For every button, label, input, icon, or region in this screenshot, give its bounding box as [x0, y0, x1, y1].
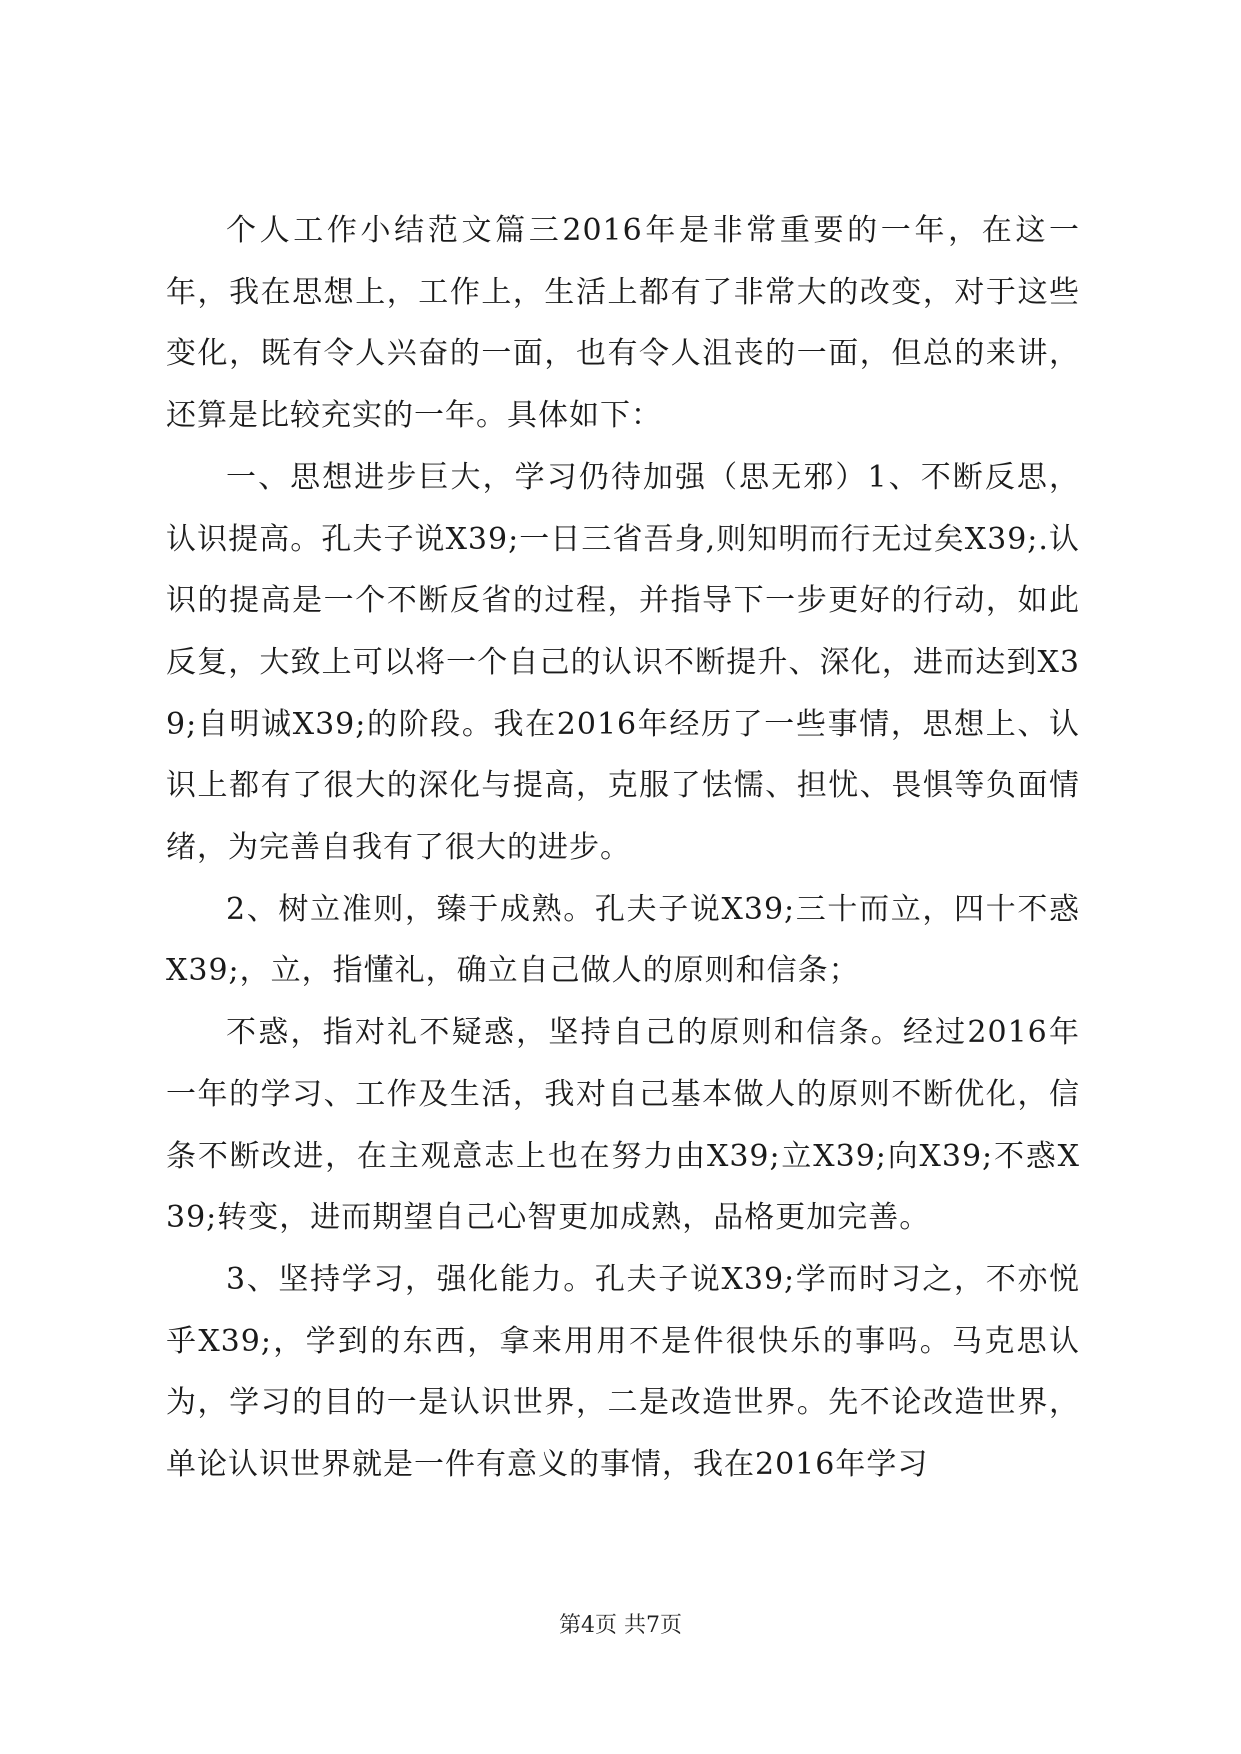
paragraph-1: 个人工作小结范文篇三2016年是非常重要的一年，在这一年，我在思想上，工作上，生活上都有了非常大的改变，对于这些变化，既有令人兴奋的一面，也有令人沮丧的一面，但总的来讲，还算是比较充实的一年。具体如下：	[166, 213, 1080, 434]
page-number-footer: 第4页 共7页	[559, 1613, 682, 1638]
document-body	[166, 200, 1080, 1496]
paragraph-3: 2、树立准则，臻于成熟。孔夫子说X39;三十而立，四十不惑X39;，立，指懂礼，确立自己做人的原则和信条；	[166, 891, 1080, 989]
paragraph-4: 不惑，指对礼不疑惑，坚持自己的原则和信条。经过2016年一年的学习、工作及生活，我对自己基本做人的原则不断优化，信条不断改进，在主观意志上也在努力由X39;立X39;向X39;不惑X39;转变，进而期望自己心智更加成熟，品格更加完善。	[166, 1015, 1080, 1236]
paragraph-2: 一、思想进步巨大，学习仍待加强（思无邪）1、不断反思，认识提高。孔夫子说X39;一日三省吾身,则知明而行无过矣X39;.认识的提高是一个不断反省的过程，并指导下一步更好的行动，如此反复，大致上可以将一个自己的认识不断提升、深化，进而达到X39;自明诚X39;的阶段。我在2016年经历了一些事情，思想上、认识上都有了很大的深化与提高，克服了怯懦、担忧、畏惧等负面情绪，为完善自我有了很大的进步。	[166, 459, 1080, 866]
paragraph-5: 3、坚持学习，强化能力。孔夫子说X39;学而时习之，不亦悦乎X39;，学到的东西，拿来用用不是件很快乐的事吗。马克思认为，学习的目的一是认识世界，二是改造世界。先不论改造世界，单论认识世界就是一件有意义的事情，我在2016年学习	[166, 1261, 1080, 1483]
